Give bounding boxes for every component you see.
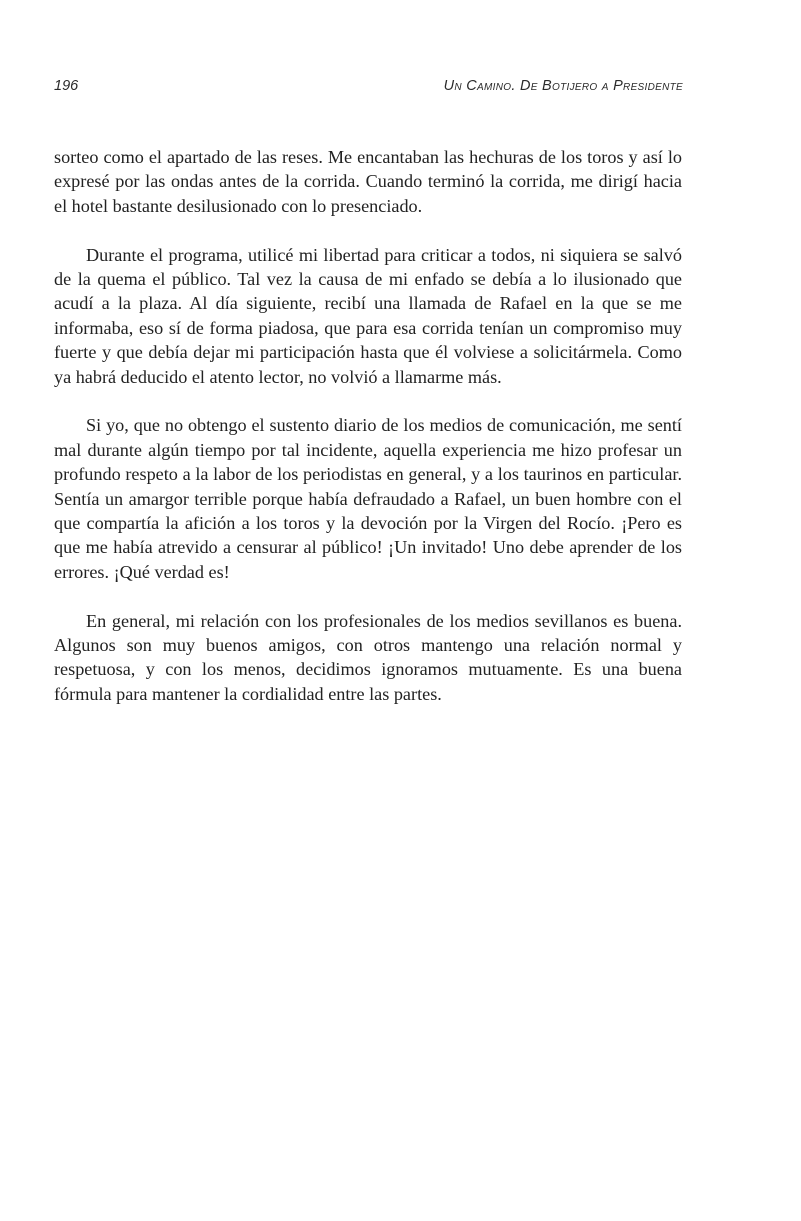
- running-head: [54, 78, 683, 98]
- paragraph: sorteo como el apartado de las reses. Me encantaban las hechuras de los toros y así lo expresé por las ondas antes de la corrida. Cuando terminó la corrida, me dirigí hacia el hotel bastante desilusionado con lo presenciado.: [54, 147, 682, 216]
- book-title: Un Camino. De Botijero a Presidente: [443, 78, 683, 94]
- paragraph: Durante el programa, utilicé mi libertad para criticar a todos, ni siquiera se salvó de la quema el público. Tal vez la causa de mi enfado se debía a lo ilusionado que acudí a la plaza. Al día siguiente, recibí una llamada de Rafael en la que se me informaba, eso sí de forma piadosa, que para esa corrida tenían un compromiso muy fuerte y que debía dejar mi participación hasta que él volviese a solicitármela. Como ya habrá deducido el atento lector, no volvió a llamarme más.: [54, 244, 682, 387]
- paragraph: Si yo, que no obtengo el sustento diario de los medios de comunicación, me sentí mal durante algún tiempo por tal incidente, aquella experiencia me hizo profesar un profundo respeto a la labor de los periodistas en general, y a los taurinos en particular. Sentía un amargor terrible porque había defraudado a Rafael, un buen hombre con el que compartía la afición a los toros y la devoción por la Virgen del Rocío. ¡Pero es que me había atrevido a censurar al público! ¡Un invitado! Uno debe aprender de los errores. ¡Qué verdad es!: [54, 415, 682, 582]
- paragraph: En general, mi relación con los profesionales de los medios sevillanos es buena. Algunos son muy buenos amigos, con otros mantengo una relación normal y respetuosa, y con los menos, decidimos ignoramos mutuamente. Es una buena fórmula para mantener la cordialidad entre las partes.: [54, 610, 682, 704]
- page-number: 196: [54, 78, 79, 94]
- body-text: [54, 145, 682, 731]
